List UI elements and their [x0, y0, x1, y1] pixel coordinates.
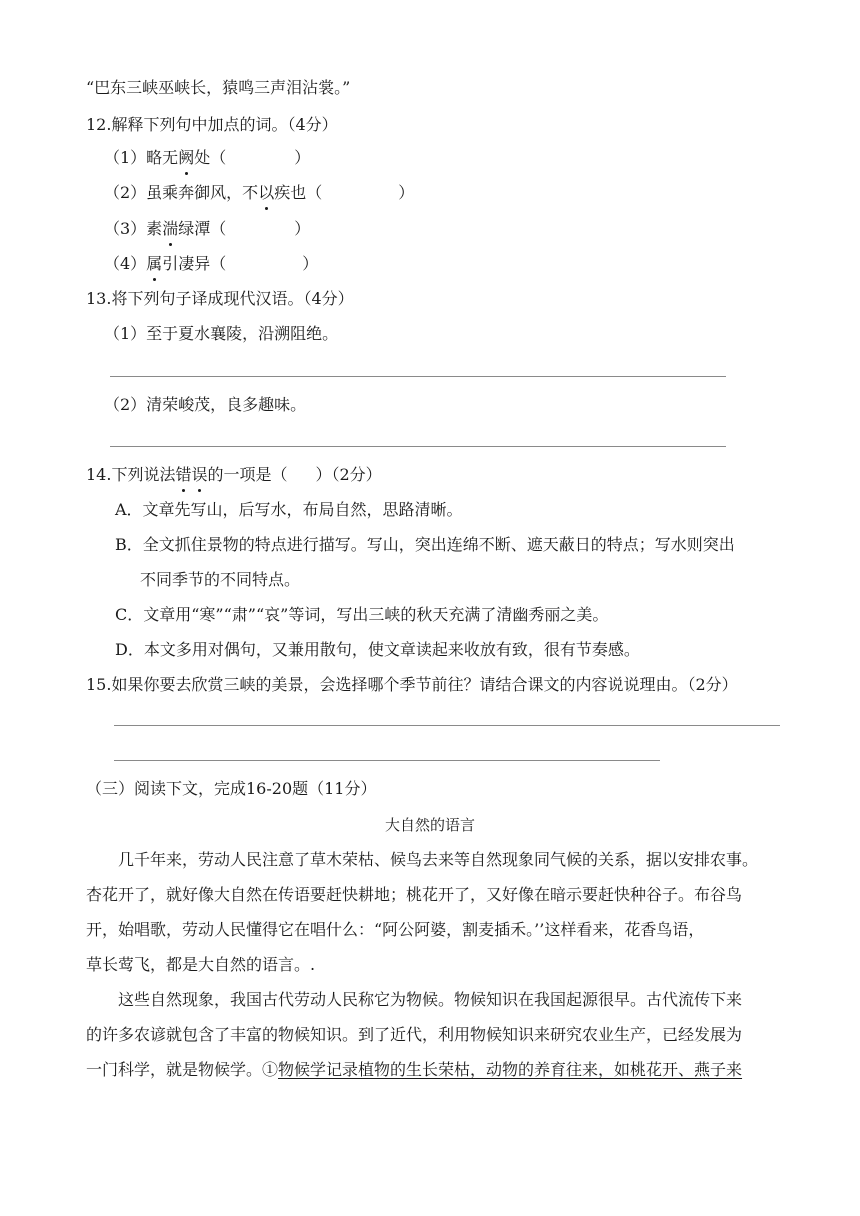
passage-p1-line-1: 几千年来，劳动人民注意了草木荣枯、候鸟去来等自然现象同气候的关系，据以安排农事。 — [118, 850, 759, 869]
q12-item-2-dotted-word: 以 — [258, 181, 274, 205]
q13-item-2-answer-line[interactable] — [110, 446, 726, 447]
section3-heading: （三）阅读下文，完成16-20题（11分） — [86, 779, 377, 798]
poem-quote: “巴东三峡巫峡长，猿鸣三声泪沾裳。” — [86, 78, 351, 97]
q15-answer-line-1[interactable] — [114, 725, 780, 726]
underline-marker: ① — [262, 1060, 279, 1079]
q12-item-4: （4）属引凄异（ ） — [104, 252, 318, 276]
passage-p2-line-1: 这些自然现象，我国古代劳动人民称它为物候。物候知识在我国起源很早。古代流传下来 — [118, 990, 743, 1009]
underlined-sentence: 物候学记录植物的生长荣枯，动物的养育往来，如桃花开、燕子来 — [278, 1060, 743, 1079]
q14-stem: 14.下列说法错误的一项是（ ）（2分） — [86, 463, 382, 487]
passage-p2-line-2: 的许多农谚就包含了丰富的物候知识。到了近代，利用物候知识来研究农业生产，已经发展为 — [86, 1025, 743, 1044]
q12-item-4-dotted-word: 属 — [146, 252, 162, 276]
q12-item-3: （3）素湍绿潭（ ） — [104, 217, 310, 241]
q14-option-d: D．本文多用对偶句，又兼用散句，使文章读起来收放有致，很有节奏感。 — [115, 640, 640, 659]
q14-option-c: C．文章用“寒”“肃”“哀”等词，写出三峡的秋天充满了清幽秀丽之美。 — [115, 605, 609, 624]
q15-stem: 15.如果你要去欣赏三峡的美景，会选择哪个季节前往？请结合课文的内容说说理由。（2分） — [86, 675, 738, 694]
q12-item-2: （2）虽乘奔御风，不以疾也（ ） — [104, 181, 414, 205]
passage-p1-line-3: 开，始唱歌，劳动人民懂得它在唱什么：“阿公阿婆，割麦插禾。’’这样看来，花香鸟语， — [86, 920, 705, 939]
q14-option-a: A．文章先写山，后写水，布局自然，思路清晰。 — [115, 500, 463, 519]
passage-p2-line-3: 一门科学，就是物候学。①物候学记录植物的生长荣枯，动物的养育往来，如桃花开、燕子来 — [86, 1060, 743, 1079]
q13-stem: 13.将下列句子译成现代汉语。（4分） — [86, 289, 354, 308]
q14-dotted-char-2: 误 — [191, 463, 207, 487]
q12-stem: 12.解释下列句中加点的词。（4分） — [86, 115, 338, 134]
q13-item-1: （1）至于夏水襄陵，沿溯阻绝。 — [104, 324, 339, 343]
q15-answer-line-2[interactable] — [114, 760, 660, 761]
q12-item-1-dotted-word: 阙 — [178, 146, 194, 170]
q14-option-b-cont: 不同季节的不同特点。 — [140, 570, 301, 589]
q12-item-1: （1）略无阙处（ ） — [104, 146, 310, 170]
q13-item-2: （2）清荣峻茂，良多趣味。 — [104, 395, 307, 414]
q12-item-3-dotted-word: 湍 — [162, 217, 178, 241]
q13-item-1-answer-line[interactable] — [110, 376, 726, 377]
q14-dotted-char-1: 错 — [175, 463, 191, 487]
passage-p1-line-4: 草长莺飞，都是大自然的语言。. — [86, 955, 316, 974]
passage-title: 大自然的语言 — [384, 816, 475, 834]
passage-p1-line-2: 杏花开了，就好像大自然在传语要赶快耕地；桃花开了，又好像在暗示要赶快种谷子。布谷鸟 — [86, 885, 743, 904]
q14-option-b: B．全文抓住景物的特点进行描写。写山，突出连绵不断、遮天蔽日的特点；写水则突出 — [115, 535, 735, 554]
